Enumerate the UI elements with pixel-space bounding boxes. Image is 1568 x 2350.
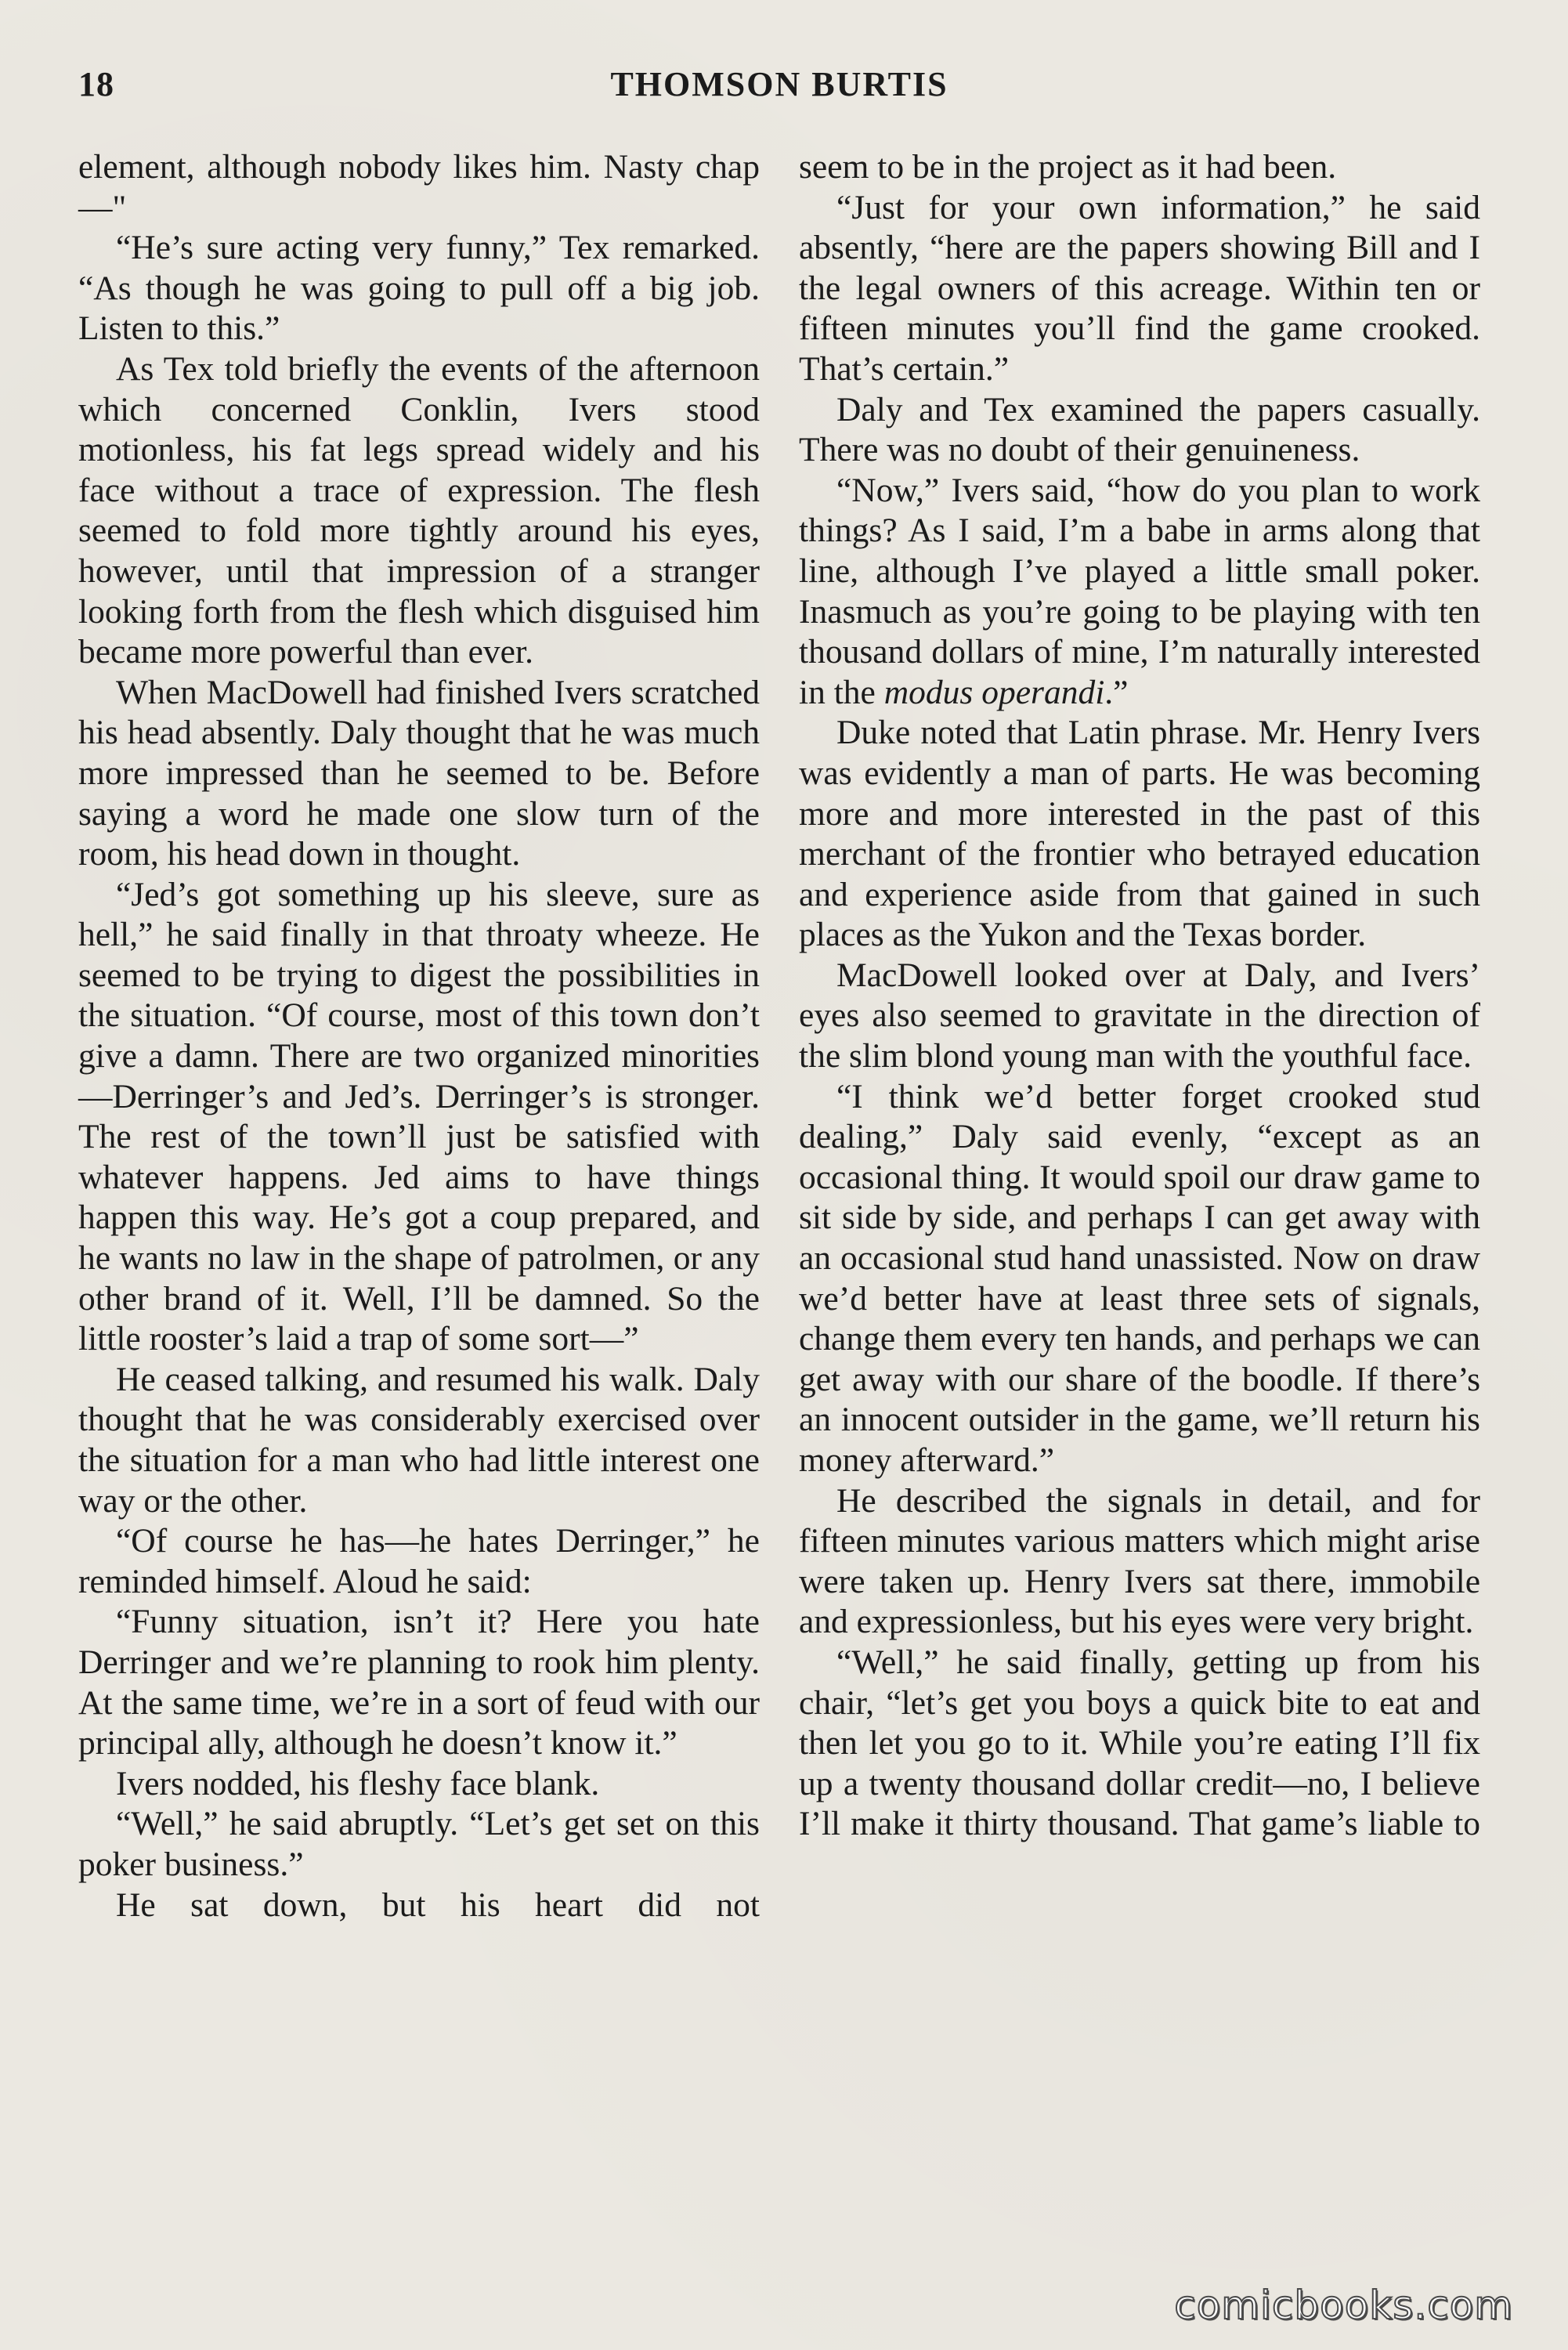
paragraph: “Now,” Ivers said, “how do you plan to work things? As I said, I’m a babe in arms along that line, although I’ve played a little small poker. Inasmuch as you’re going to be playing with ten thousand dollars of mine, I’m naturally interested in the modus operandi.” xyxy=(799,471,1480,711)
page-number: 18 xyxy=(78,65,114,103)
paragraph: “Of course he has—he hates Derringer,” he reminded himself. Aloud he said: xyxy=(78,1522,760,1600)
paragraph: “Well,” he said finally, getting up from his chair, “let’s get you boys a quick bite to eat and then let you go to it. While you’re eating I’ll fix up a twenty thousand dollar credit—no, I believe I’ll make it thirty thousand. That game’s liable to xyxy=(799,1643,1480,1843)
right-column xyxy=(799,147,1480,1845)
paragraph: MacDowell looked over at Daly, and Ivers’ eyes also seemed to gravitate in the direction of the slim blond young man with the youthful face. xyxy=(799,956,1480,1076)
paragraph: seem to be in the project as it had been. xyxy=(799,148,1337,186)
paragraph: When MacDowell had finished Ivers scratched his head absently. Daly thought that he was much more impressed than he seemed to be. Before saying a word he made one slow turn of the room, his head down in thought. xyxy=(78,673,760,873)
paragraph: “Funny situation, isn’t it? Here you hate Derringer and we’re planning to rook him plenty. At the same time, we’re in a sort of feud with our principal ally, although he doesn’t know it.” xyxy=(78,1603,760,1762)
paragraph: “He’s sure acting very funny,” Tex remarked. “As though he was going to pull off a big job. Listen to this.” xyxy=(78,229,760,348)
paragraph: “Just for your own information,” he said absently, “here are the papers showing Bill and I the legal owners of this acreage. Within ten or fifteen minutes you’ll find the game crooked. That’s certain.” xyxy=(799,188,1480,388)
paragraph: “Jed’s got something up his sleeve, sure as hell,” he said finally in that throaty wheeze. He seemed to be trying to digest the possibilities in the situation. “Of course, most of this town don’t give a damn. There are two organized minorities—Derringer’s and Jed’s. Derringer’s is stronger. The rest of the town’ll just be satisfied with whatever happens. Jed aims to have things happen this way. He’s got a coup prepared, and he wants no law in the shape of patrolmen, or any other brand of it. Well, I’ll be damned. So the little rooster’s laid a trap of some sort—” xyxy=(78,875,760,1358)
paragraph: “Well,” he said abruptly. “Let’s get set on this poker business.” xyxy=(78,1805,760,1883)
paragraph: Daly and Tex examined the papers casually. There was no doubt of their genuineness. xyxy=(799,390,1480,469)
paragraph: He described the signals in detail, and for fifteen minutes various matters which might arise were taken up. Henry Ivers sat there, immobile and expressionless, but his eyes were very bright. xyxy=(799,1481,1480,1641)
page-header xyxy=(78,64,1480,111)
paragraph: As Tex told briefly the events of the afternoon which concerned Conklin, Ivers stood motionless, his fat legs spread widely and his face without a trace of expression. The flesh seemed to fold more tightly around his eyes, however, until that impression of a stranger looking forth from the flesh which disguised him became more powerful than ever. xyxy=(78,349,760,671)
paragraph: element, although nobody likes him. Nasty chap—" xyxy=(78,148,760,226)
running-head: THOMSON BURTIS xyxy=(610,65,948,103)
latin-phrase: modus operandi xyxy=(883,673,1105,711)
paragraph: He sat down, but his heart did not xyxy=(116,1885,760,1924)
paragraph: “I think we’d better forget crooked stud dealing,” Daly said evenly, “except as an occasional thing. It would spoil our draw game to sit side by side, and perhaps I can get away with an occasional stud hand unassisted. Now on draw we’d better have at least three sets of signals, change them every ten hands, and perhaps we can get away with our share of the boodle. If there’s an innocent outsider in the game, we’ll return his money afterward.” xyxy=(799,1077,1480,1479)
site-watermark: comicbooks.com xyxy=(1174,2283,1513,2328)
left-column xyxy=(78,147,760,1925)
paragraph: Duke noted that Latin phrase. Mr. Henry Ivers was evidently a man of parts. He was becoming more and more interested in the past of this merchant of the frontier who betrayed education and experience aside from that gained in such places as the Yukon and the Texas border. xyxy=(799,714,1480,954)
paragraph: He ceased talking, and resumed his walk. Daly thought that he was considerably exercised over the situation for a man who had little interest one way or the other. xyxy=(78,1360,760,1520)
paragraph: Ivers nodded, his fleshy face blank. xyxy=(116,1764,600,1802)
